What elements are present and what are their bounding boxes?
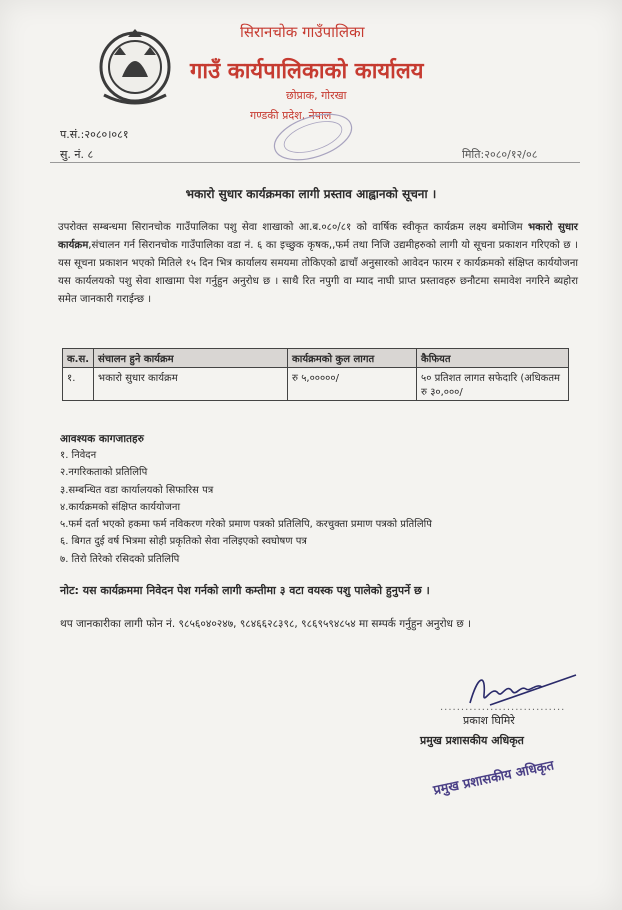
documents-list [60,447,432,568]
cell-sn: १. [63,368,94,401]
table-header-row [63,349,569,368]
col-header-program: संचालन हुने कार्यक्रम [94,349,288,368]
notice-body-intro: उपरोक्त सम्बन्धमा सिरानचोक गाउँपालिका पशु सेवा शाखाको आ.ब.०८०/८१ को वार्षिक स्वीकृत कार्यक्रम लक्ष्य बमोजिम [58,222,523,233]
note-text: नोट: यस कार्यक्रममा निवेदन पेश गर्नको लागी कम्तीमा ३ वटा वयस्क पशु पालेको हुनुपर्ने छ । [60,584,430,597]
office-name: गाउँ कार्यपालिकाको कार्यालय [190,59,424,84]
signatory-title: प्रमुख प्रशासकीय अधिकृत [420,734,524,747]
cell-remarks: ५० प्रतिशत लागत सफेदारि (अधिकतम रु ३०,०००/ [417,368,569,401]
table-row [63,368,569,401]
cell-program: भकारो सुधार कार्यक्रम [94,368,288,401]
notice-title: भकारो सुधार कार्यक्रमका लागी प्रस्ताव आह्वानको सूचना । [185,187,437,201]
signature-line: .............................. [440,702,566,713]
reference-number: प.सं.:२०८०।०८१ [60,128,129,141]
nepal-emblem-icon [92,25,178,105]
list-item: ६. बिगत दुई वर्ष भित्रमा सोही प्रकृतिको सेवा नलिइएको स्वघोषण पत्र [60,536,307,548]
program-table [62,348,569,401]
notice-body [58,219,578,309]
notice-body-main: ,संचालन गर्न सिरानचोक गाउँपालिका वडा नं. ६ का इच्छुक कृषक,,फर्म तथा निजि उद्यमीहरुको लागी यो सूचना प्रकाशन गरिएको छ । यस सूचना प्रकाशन भएको मितिले १५ दिन भित्र कार्यालय समयमा तोकिएको ढाचाँ अनुसारको आवेदन फारम र कार्यक्रमको संक्षिप्त कार्ययोजना यस कार्यलयको पशु सेवा शाखामा पेश गर्नुहुन अनुरोध छ । साथै रित नपुगी वा म्याद नाघी प्राप्त प्रस्तावहरु छनौटमा समावेश नगरिने ब्यहोरा समेत जानकारी गराईन्छ । [58,240,578,305]
list-item: १. निवेदन [60,450,97,461]
list-item: ४.कार्यक्रमको संक्षिप्त कार्ययोजना [60,501,181,513]
col-header-cost: कार्यक्रमको कुल लागत [288,349,417,368]
signatory-name: प्रकाश घिमिरे [463,714,515,727]
list-item: ५.फर्म दर्ता भएको हकमा फर्म नविकरण गरेको प्रमाण पत्रको प्रतिलिपि, करचुक्ता प्रमाण पत्रको प्रतिलिपि [60,519,432,531]
office-location: छोप्राक, गोरखा [286,89,347,102]
header-divider [50,162,580,163]
dispatch-number: सु. नं. ८ [60,148,94,161]
col-header-sn: क.स. [63,349,94,368]
letter-date: मिति:२०८०/१२/०८ [462,148,538,161]
list-item: ३.सम्बन्धित वडा कार्यालयको सिफारिस पत्र [60,484,214,496]
documents-heading: आवश्यक कागजातहरु [60,433,144,445]
office-stamp [268,112,358,162]
municipality-name: सिरानचोक गाउँपालिका [240,23,365,41]
notice-program-name: भकारो सुधार कार्यक्रम [58,222,578,251]
title-stamp: प्रमुख प्रशासकीय अधिकृत [432,758,556,799]
list-item: २.नगरिकताको प्रतिलिपि [60,467,148,479]
col-header-remarks: कैफियत [417,349,569,368]
contact-text: थप जानकारीका लागी फोन नं. ९८५६०४०२४७, ९८४६६२८३९८, ९८६९५९४८५४ मा सम्पर्क गर्नुहुन अनुरोध छ । [60,618,472,630]
office-province: गण्डकी प्रदेश, नेपाल [250,109,332,122]
list-item: ७. तिरो तिरेको रसिदको प्रतिलिपि [60,553,180,565]
cell-cost: रु ५,०००००/ [288,368,417,401]
